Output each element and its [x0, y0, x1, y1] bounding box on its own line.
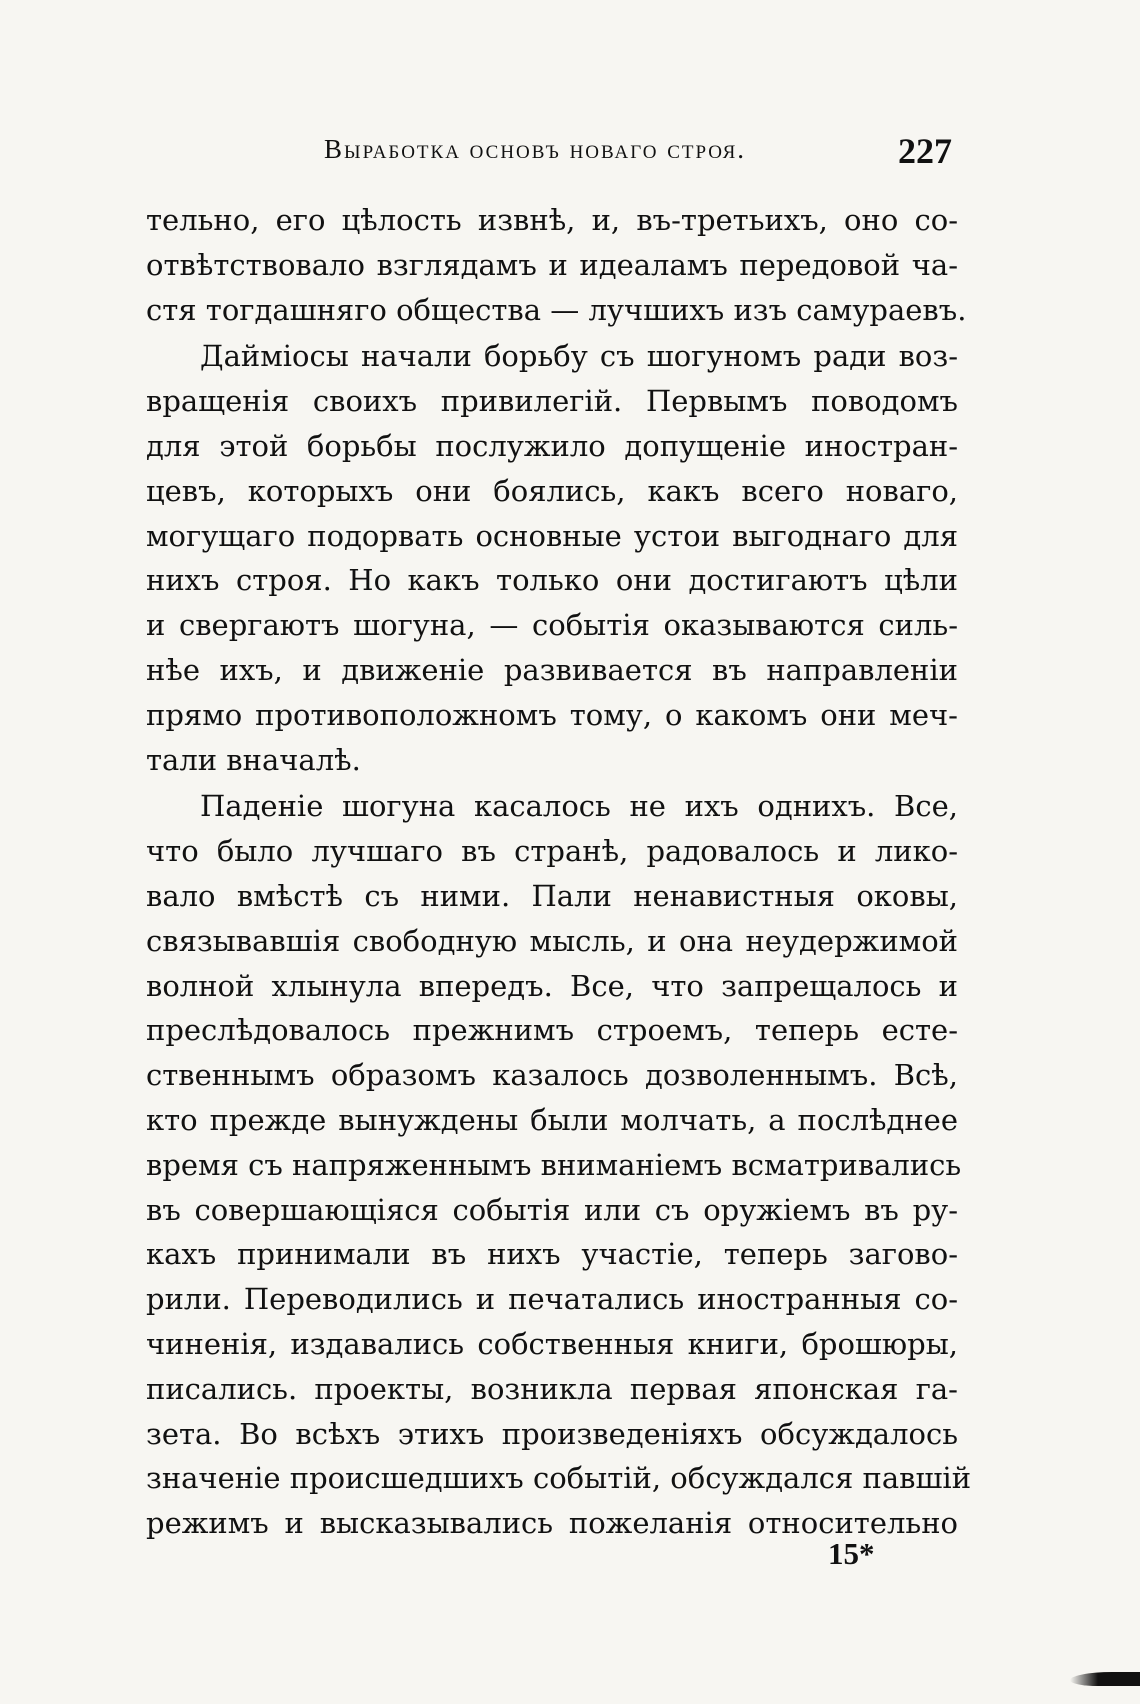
text-line: ственнымъ образомъ казалось дозволеннымъ. Всѣ,	[146, 1058, 958, 1093]
text-line: вало вмѣстѣ съ ними. Пали ненавистныя оковы,	[146, 878, 958, 913]
text-line: въ совершающіяся событія или съ оружіемъ въ ру-	[146, 1192, 958, 1227]
text-line: цевъ, которыхъ они боялись, какъ всего новаго,	[146, 473, 958, 508]
text-line: вращенія своихъ привилегій. Первымъ поводомъ	[146, 384, 958, 419]
text-line: значеніе происшедшихъ событій, обсуждался павшій	[146, 1461, 972, 1496]
text-line: отвѣтствовало взглядамъ и идеаламъ передовой ча-	[146, 247, 958, 282]
text-line: Паденіе шогуна касалось не ихъ однихъ. Все,	[200, 789, 958, 824]
text-line: время съ напряженнымъ вниманіемъ всматривались	[146, 1147, 962, 1182]
text-line: кахъ принимали въ нихъ участіе, теперь загово-	[146, 1237, 958, 1272]
text-line: связывавшія свободную мысль, и она неудержимой	[146, 923, 958, 958]
text-line: и свергаютъ шогуна, — событія оказываются силь-	[146, 608, 958, 643]
text-line: прямо противоположномъ тому, о какомъ они меч-	[146, 697, 958, 732]
scan-edge-mark	[1070, 1672, 1140, 1686]
page-number: 227	[898, 131, 952, 171]
signature-mark: 15*	[828, 1536, 875, 1571]
text-line: тельно, его цѣлость извнѣ, и, въ-третьихъ, оно со-	[146, 203, 958, 237]
text-line: могущаго подорвать основные устои выгоднаго для	[146, 518, 958, 553]
text-line: нѣе ихъ, и движеніе развивается въ направленіи	[146, 652, 958, 687]
text-line: тали вначалѣ.	[146, 742, 361, 777]
text-line: Дайміосы начали борьбу съ шогуномъ ради воз-	[200, 339, 958, 374]
text-line: рили. Переводились и печатались иностранныя со-	[146, 1282, 958, 1317]
body-text	[146, 198, 972, 1546]
text-line: кто прежде вынуждены были молчать, а послѣднее	[146, 1102, 958, 1137]
text-line: режимъ и высказывались пожеланія относительно	[146, 1506, 958, 1541]
text-line: что было лучшаго въ странѣ, радовалось и лико-	[146, 834, 958, 869]
text-line: стя тогдашняго общества — лучшихъ изъ самураевъ.	[146, 292, 967, 327]
text-line: преслѣдовалось прежнимъ строемъ, теперь есте-	[146, 1013, 958, 1048]
text-line: нихъ строя. Но какъ только они достигаютъ цѣли	[146, 563, 958, 598]
running-title: Выработка основъ новаго строя.	[324, 134, 747, 164]
paragraph	[146, 198, 967, 332]
text-line: писались. проекты, возникла первая японская га-	[146, 1371, 958, 1406]
text-line: зета. Во всѣхъ этихъ произведеніяхъ обсуждалось	[146, 1416, 958, 1451]
text-line: чиненія, издавались собственныя книги, брошюры,	[146, 1326, 958, 1361]
page-header	[146, 130, 958, 180]
text-line: для этой борьбы послужило допущеніе иностран-	[146, 428, 958, 463]
paragraph	[146, 784, 972, 1546]
paragraph	[146, 334, 958, 782]
text-line: волной хлынула впередъ. Все, что запрещалось и	[146, 968, 958, 1003]
